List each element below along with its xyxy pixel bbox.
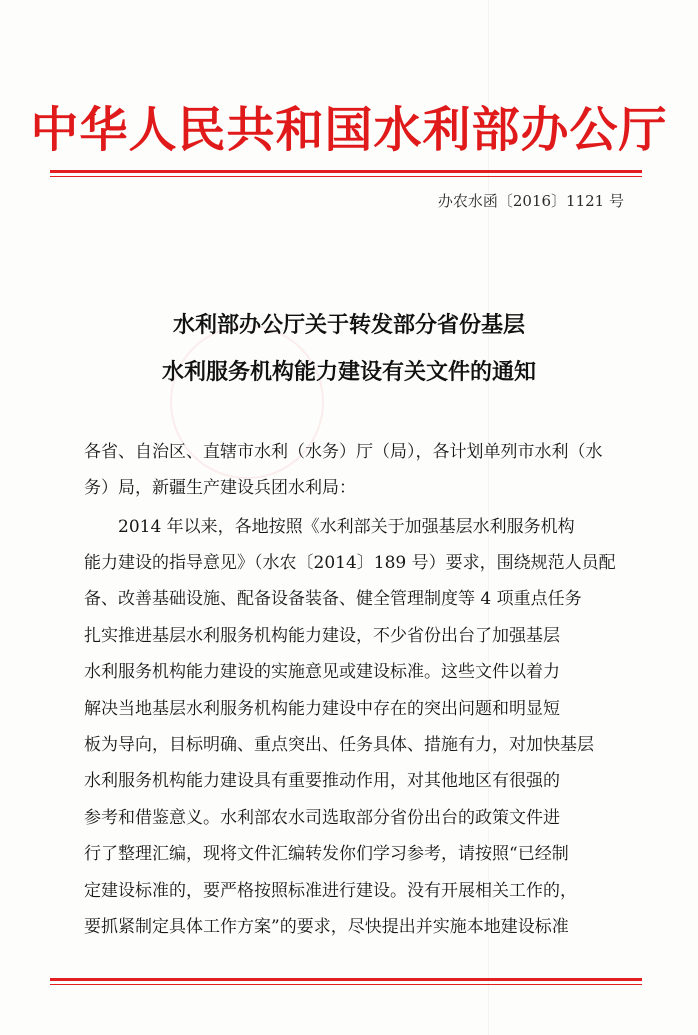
document-number: 办农水函〔2016〕1121 号 xyxy=(437,192,624,210)
body-line-14: 要抓紧制定具体工作方案”的要求，尽快提出并实施本地建设标准 xyxy=(84,917,569,937)
header-red-rule-thick xyxy=(50,170,642,173)
body-line-2: 务）局，新疆生产建设兵团水利局： xyxy=(84,478,356,498)
footer-red-rule-thick xyxy=(50,978,642,981)
body-line-8: 解决当地基层水利服务机构能力建设中存在的突出问题和明显短 xyxy=(84,699,560,719)
body-line-6: 扎实推进基层水利服务机构能力建设，不少省份出台了加强基层 xyxy=(84,626,560,646)
header-red-rule-thin xyxy=(50,176,642,177)
body-line-1: 各省、自治区、直辖市水利（水务）厅（局），各计划单列市水利（水 xyxy=(84,442,603,462)
body-line-7: 水利服务机构能力建设的实施意见或建设标准。这些文件以着力 xyxy=(84,662,560,682)
issuing-organization-header: 中华人民共和国水利部办公厅 xyxy=(30,102,668,158)
document-title-line-2: 水利服务机构能力建设有关文件的通知 xyxy=(161,359,536,385)
body-line-11: 参考和借鉴意义。水利部农水司选取部分省份出台的政策文件进 xyxy=(84,808,560,828)
body-line-9: 板为导向，目标明确、重点突出、任务具体、措施有力，对加快基层 xyxy=(84,735,594,755)
footer-red-rule-thin xyxy=(50,984,642,985)
body-line-13: 定建设标准的，要严格按照标准进行建设。没有开展相关工作的， xyxy=(84,881,577,901)
body-line-12: 行了整理汇编，现将文件汇编转发你们学习参考，请按照“已经制 xyxy=(84,844,569,864)
body-line-4: 能力建设的指导意见》（水农〔2014〕189 号）要求，围绕规范人员配 xyxy=(84,553,616,573)
body-line-10: 水利服务机构能力建设具有重要推动作用，对其他地区有很强的 xyxy=(84,771,560,791)
document-title-line-1: 水利部办公厅关于转发部分省份基层 xyxy=(172,312,525,338)
body-line-5: 备、改善基础设施、配备设备装备、健全管理制度等 4 项重点任务 xyxy=(84,589,582,609)
body-line-3: 2014 年以来，各地按照《水利部关于加强基层水利服务机构 xyxy=(84,517,575,537)
